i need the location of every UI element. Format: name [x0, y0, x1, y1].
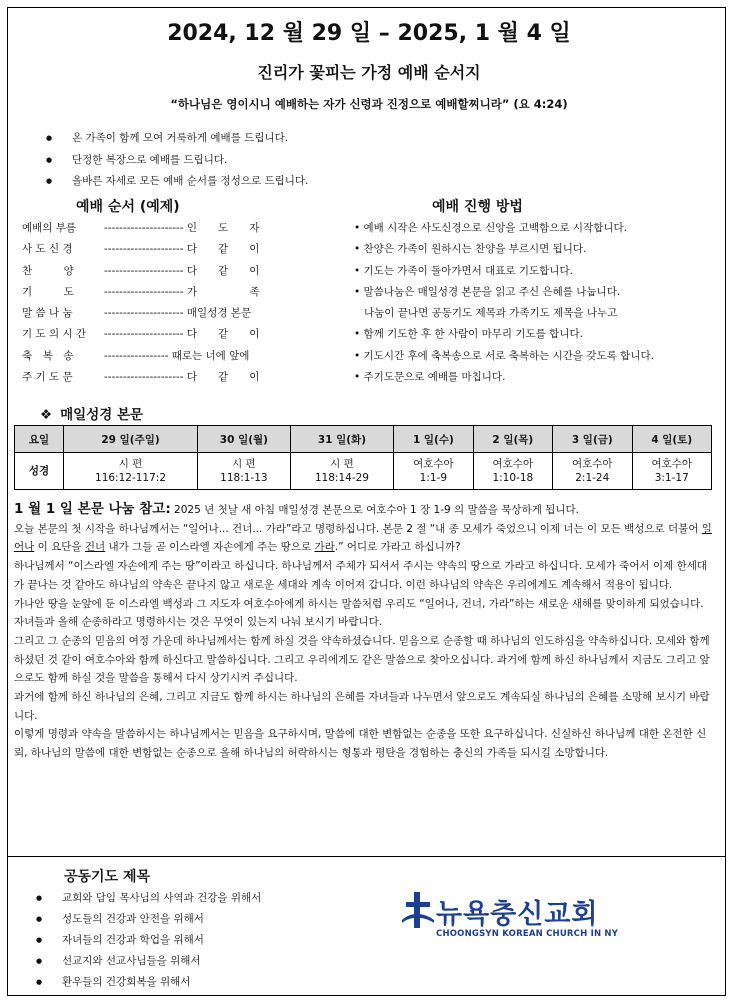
- page-subtitle: 진리가 꽃피는 가정 예배 순서지: [257, 63, 481, 82]
- text-run: 이 요단을: [34, 541, 85, 554]
- sharing-lead-text: 2025 년 첫날 새 아침 매일성경 본문으로 여호수아 1 장 1-9 의 말씀을 묵상하게 됩니다.: [170, 504, 579, 516]
- paragraph: 하나님께서 “이스라엘 자손에게 주는 땅”이라고 하십니다. 하나님께서 주체가 되셔서 주시는 약속의 땅으로 가라고 하십니다. 모세가 죽어서 이제 한세대가 끝나는 것 같아도 하나님의 약속은 끝나지 않고 새로운 세대와 계속 이어져 갑니다. 이런 하나님의 약속은 우리에게도 계속해서 적용이 됩니다.: [14, 560, 708, 591]
- order-item-name: 주 기 도 문: [22, 371, 73, 384]
- table-row-label: 성경: [15, 453, 64, 490]
- order-item-leader: --------------------- 다 같 이: [104, 243, 260, 256]
- order-item-name: 사 도 신 경: [22, 243, 73, 256]
- sharing-notes: [14, 500, 714, 763]
- table-header-cell: 2 일(목): [473, 426, 552, 453]
- diamond-bullet-icon: ❖: [40, 407, 53, 423]
- list-item: ● 성도들의 건강과 안전을 위해서: [36, 909, 261, 930]
- worship-order: [22, 218, 292, 388]
- order-item-name: 기 도 의 시 간: [22, 328, 87, 341]
- table-cell: [394, 453, 473, 490]
- cell-book: 여호수아: [492, 458, 534, 470]
- method-item: • 기도시간 후에 축복송으로 서로 축복하는 시간을 갖도록 합니다.: [354, 349, 654, 362]
- church-logo: [400, 888, 630, 948]
- table-header-cell: 30 일(월): [198, 426, 291, 453]
- table-cell: [64, 453, 198, 490]
- cell-book: 시 편: [118, 458, 143, 470]
- underlined-word: 건너: [84, 541, 106, 554]
- table-header-cell: 31 일(화): [290, 426, 393, 453]
- order-row: [22, 261, 292, 282]
- church-cross-icon: [400, 890, 436, 930]
- bible-heading-label: 매일성경 본문: [60, 407, 144, 423]
- method-heading: 예배 진행 방법: [432, 199, 523, 215]
- bible-heading: [40, 403, 143, 423]
- order-item-leader: --------------------- 다 같 이: [104, 328, 260, 341]
- order-row: [22, 303, 292, 324]
- table-row: [15, 453, 712, 490]
- list-item: ● 올바른 자세로 모든 예배 순서를 정성으로 드립니다.: [42, 171, 308, 193]
- paragraph: 과거에 함께 하신 하나님의 은혜, 그리고 지금도 함께 하시는 하나님의 은혜를 자녀들과 나누면서 앞으로도 계속되실 하나님의 은혜를 소망해 보시기 바랍니다.: [14, 691, 710, 722]
- cell-ref: 116:12-117:2: [95, 472, 167, 484]
- table-header-cell: 3 일(금): [553, 426, 632, 453]
- text-run: .” 어디로 가라고 하십니까?: [334, 541, 461, 554]
- cell-ref: 118:1-13: [220, 472, 268, 484]
- table-header-row: [15, 426, 712, 453]
- section-divider: [7, 856, 726, 857]
- method-item: • 주기도문으로 예배를 마칩니다.: [354, 371, 506, 384]
- paragraph: 가나안 땅을 눈앞에 둔 이스라엘 백성과 그 지도자 여호수아에게 하시는 말씀처럼 우리도 “일어나, 건너, 가라”하는 새로운 새해를 맞이하게 되었습니다. 자녀들과 올해 순종하라고 명령하시는 것은 무엇이 있는지 나눠 보시기 바랍니다.: [14, 597, 704, 629]
- sharing-intro: [14, 500, 714, 520]
- order-item-name: 예배의 부름: [22, 222, 77, 234]
- scripture-verse: “하나님은 영이시니 예배하는 자가 신령과 진정으로 예배할찌니라” (요 4:24): [170, 97, 568, 111]
- cell-ref: 118:14-29: [314, 472, 369, 484]
- sharing-lead: 1 월 1 일 본문 나눔 참고:: [14, 501, 171, 517]
- bible-reading-table: [14, 425, 712, 490]
- order-item-leader: --------------------- 다 같 이: [104, 371, 260, 384]
- order-item-leader: ----------------- 때로는 너에 앞에: [104, 349, 250, 362]
- cell-book: 여호수아: [571, 458, 613, 470]
- order-row: [22, 282, 292, 303]
- table-cell: [198, 453, 291, 490]
- list-item: ● 선교지와 선교사님들을 위해서: [36, 951, 261, 972]
- method-item: • 기도는 가족이 돌아가면서 대표로 기도합니다.: [354, 264, 573, 277]
- order-item-leader: --------------------- 매일성경 본문: [104, 307, 252, 320]
- cell-ref: 1:10-18: [492, 472, 534, 484]
- method-item: 나눔이 끝나면 공동기도 제목과 가족기도 제목을 나누고: [354, 307, 618, 320]
- underlined-word: 가라: [314, 541, 335, 554]
- order-row: [22, 367, 292, 388]
- cell-ref: 2:1-24: [575, 472, 610, 484]
- cell-ref: 3:1-17: [654, 472, 689, 484]
- method-item: • 찬양은 가족이 원하시는 찬양을 부르시면 됩니다.: [354, 243, 587, 256]
- order-row: [22, 218, 292, 239]
- order-item-name: 찬 양: [22, 264, 74, 277]
- paragraph: [14, 520, 714, 557]
- list-item: ● 교회와 담임 목사님의 사역과 건강을 위해서: [36, 888, 261, 909]
- table-cell: [473, 453, 552, 490]
- text-run: 오늘 본문의 첫 시작을 하나님께서는 “일어나... 건너... 가라”라고 명령하십니다. 본문 2 절 “내 종 모세가 죽었으니 이제 너는 이 모든 백성으로 더불어: [14, 522, 702, 535]
- method-item: • 함께 기도한 후 한 사람이 마무리 기도를 합니다.: [354, 328, 583, 341]
- order-item-name: 기 도: [22, 285, 74, 298]
- cell-book: 여호수아: [651, 458, 693, 470]
- table-cell: [290, 453, 393, 490]
- method-item: • 예배 시작은 사도신경으로 신앙을 고백함으로 시작합니다.: [354, 222, 627, 234]
- paragraph: 이렇게 명령과 약속을 말씀하시는 하나님께서는 믿음을 요구하시며, 말씀에 대한 변함없는 순종을 또한 요구하십니다. 신실하신 하나님께 대한 온전한 신뢰, 하나님의 말씀에 대한 변함없는 순종으로 올해 하나님의 허락하시는 형통과 평탄을 경험하는 충신의 가족들 되시길 소망합니다.: [14, 728, 707, 760]
- order-row: [22, 324, 292, 345]
- cell-book: 시 편: [232, 458, 256, 470]
- table-cell: [553, 453, 632, 490]
- worship-method: [354, 218, 724, 388]
- order-item-name: 말 씀 나 눔: [22, 307, 73, 320]
- order-heading: 예배 순서 (예제): [76, 199, 180, 215]
- table-header-cell: 29 일(주일): [64, 426, 198, 453]
- page-title: 2024, 12 월 29 일 – 2025, 1 월 4 일: [167, 21, 571, 46]
- list-item: ● 자녀들의 건강과 학업을 위해서: [36, 930, 261, 951]
- order-row: [22, 346, 292, 367]
- table-cell: [632, 453, 712, 490]
- order-row: [22, 239, 292, 260]
- intro-list: [42, 128, 308, 193]
- church-name-english: CHOONGSYN KOREAN CHURCH IN NY: [436, 929, 619, 939]
- church-name-korean: 뉴욕충신교회: [436, 899, 599, 930]
- method-item: • 말씀나눔은 매일성경 본문을 읽고 주신 은혜를 나눕니다.: [354, 285, 621, 298]
- order-item-leader: --------------------- 가 족: [104, 285, 260, 298]
- order-item-leader: --------------------- 인 도 자: [104, 222, 260, 234]
- prayer-list: [36, 888, 261, 993]
- table-header-cell: 4 일(토): [632, 426, 712, 453]
- table-header-cell: 요일: [15, 426, 64, 453]
- cell-book: 여호수아: [413, 458, 454, 470]
- list-item: ● 온 가족이 함께 모여 거룩하게 예배를 드립니다.: [42, 128, 308, 150]
- list-item: ● 단정한 복장으로 예배를 드립니다.: [42, 150, 308, 172]
- order-item-leader: --------------------- 다 같 이: [104, 264, 260, 277]
- cell-book: 시 편: [330, 458, 354, 470]
- paragraph: 그리고 그 순종의 믿음의 여정 가운데 하나님께서는 함께 하실 것을 약속하셨습니다. 믿음으로 순종할 때 하나님의 인도하심을 약속하십니다. 모세와 함께 하셨던 것 같이 여호수아와 함께 하신다고 말씀하십니다. 그리고 우리에게도 같은 말씀으로 찾아오십니다. 과거에 함께 하신 하나님께서 지금도 그리고 앞으로도 함께 하실 것을 말씀을 통해서 다시 상기시켜 주십니다.: [14, 634, 710, 685]
- table-header-cell: 1 일(수): [394, 426, 473, 453]
- cell-ref: 1:1-9: [419, 472, 448, 484]
- prayer-heading: 공동기도 제목: [64, 869, 151, 885]
- list-item: ● 환우들의 건강회복을 위해서: [36, 972, 261, 993]
- text-run: 내가 그들 곧 이스라엘 자손에게 주는 땅으로: [105, 541, 315, 554]
- underlined-word: 일어나: [14, 522, 712, 554]
- order-item-name: 축 복 송: [22, 349, 74, 362]
